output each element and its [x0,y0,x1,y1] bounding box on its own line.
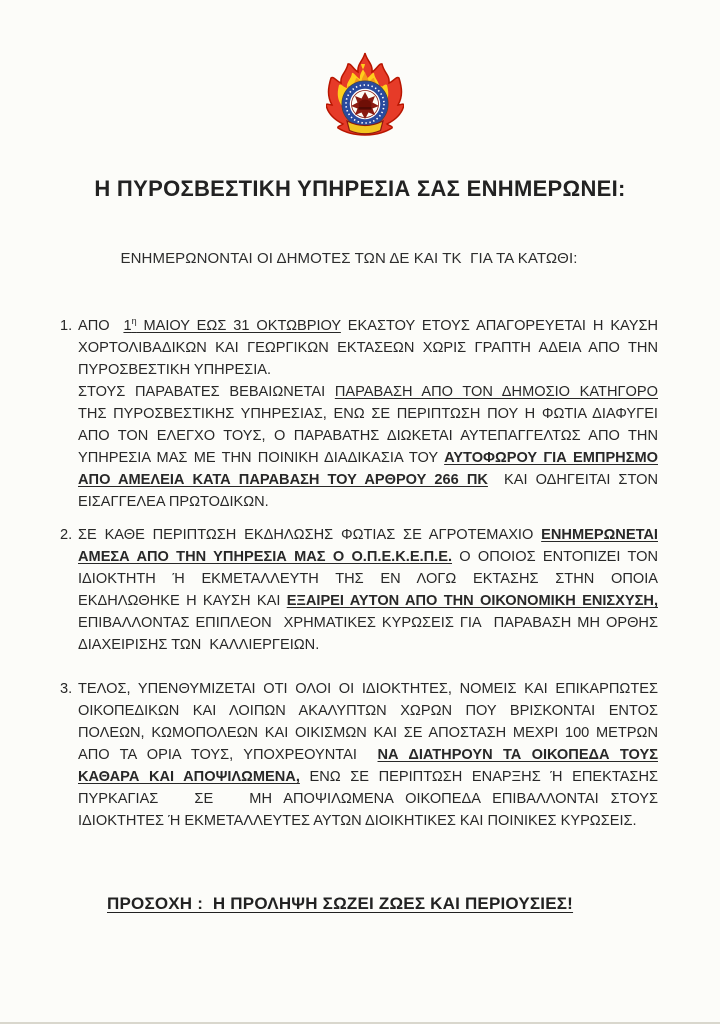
paragraph-line: ΠΟΛΕΩΝ, ΚΩΜΟΠΟΛΕΩΝ ΚΑΙ ΟΙΚΙΣΜΩΝ ΚΑΙ ΣΕ ΑΠΟΣΤΑΣΗ ΜΕΧΡΙ 100 ΜΕΤΡΩΝ [78,725,658,741]
paragraph-line: ΤΕΛΟΣ, ΥΠΕΝΘΥΜΙΖΕΤΑΙ ΟΤΙ ΟΛΟΙ ΟΙ ΙΔΙΟΚΤΗΤΕΣ, ΝΟΜΕΙΣ ΚΑΙ ΕΠΙΚΑΡΠΩΤΕΣ [78,681,658,697]
paragraph-line: ΑΠΟ $1^\eta$ ΜΑΙΟΥ ΕΩΣ 31 ΟΚΤΩΒΡΙΟΥ ΕΚΑΣΤΟΥ ΕΤΟΥΣ ΑΠΑΓΟΡΕΥΕΤΑΙ Η ΚΑΥΣΗ [78,316,658,334]
paragraph-line: ΠΥΡΚΑΓΙΑΣ ΣΕ ΜΗ ΑΠΟΨΙΛΩΜΕΝΑ ΟΙΚΟΠΕΔΑ ΕΠΙΒΑΛΛΟΝΤΑΙ ΣΤΟΥΣ [78,791,658,807]
paragraph-line: ΥΠΗΡΕΣΙΑ ΜΑΣ ΜΕ ΤΗΝ ΠΟΙΝΙΚΗ ΔΙΑΔΙΚΑΣΙΑ ΤΟΥ ΑΥΤΟΦΩΡΟΥ ΓΙΑ ΕΜΠΡΗΣΜΟ [78,450,658,466]
paragraph-line: ΚΑΘΑΡΑ ΚΑΙ ΑΠΟΨΙΛΩΜΕΝΑ, ΕΝΩ ΣΕ ΠΕΡΙΠΤΩΣΗ ΕΝΑΡΞΗΣ Ή ΕΠΕΚΤΑΣΗΣ [78,769,659,785]
paragraph-line: ΟΙΚΟΠΕΔΙΚΩΝ ΚΑΙ ΛΟΙΠΩΝ ΑΚΑΛΥΠΤΩΝ ΧΩΡΩΝ ΠΟΥ ΒΡΙΣΚΟΝΤΑΙ ΕΝΤΟΣ [78,703,658,719]
notice-paragraph-1 [60,315,658,513]
paragraph-line: ΑΠΟ ΑΜΕΛΕΙΑ ΚΑΤΑ ΠΑΡΑΒΑΣΗ ΤΟΥ ΑΡΘΡΟΥ 266 ΠΚ ΚΑΙ ΟΔΗΓΕΙΤΑΙ ΣΤΟΝ [78,472,658,488]
paragraph-number: 3. [60,681,73,697]
page-title: Η ΠΥΡΟΣΒΕΣΤΙΚΗ ΥΠΗΡΕΣΙΑ ΣΑΣ ΕΝΗΜΕΡΩΝΕΙ: [94,176,626,201]
paragraph-line: ΔΙΑΧΕΙΡΙΣΗΣ ΤΩΝ ΚΑΛΛΙΕΡΓΕΙΩΝ. [78,637,320,653]
paragraph-line: ΑΜΕΣΑ ΑΠΟ ΤΗΝ ΥΠΗΡΕΣΙΑ ΜΑΣ Ο Ο.Π.Ε.Κ.Ε.Π.Ε. Ο ΟΠΟΙΟΣ ΕΝΤΟΠΙΖΕΙ ΤΟΝ [78,549,658,565]
page-subtitle: ΕΝΗΜΕΡΩΝΟΝΤΑΙ ΟΙ ΔΗΜΟΤΕΣ ΤΩΝ ΔΕ ΚΑΙ ΤΚ ΓΙΑ ΤΑ ΚΑΤΩΘΙ: [120,250,578,267]
paragraph-line: ΣΤΟΥΣ ΠΑΡΑΒΑΤΕΣ ΒΕΒΑΙΩΝΕΤΑΙ ΠΑΡΑΒΑΣΗ ΑΠΟ ΤΟΝ ΔΗΜΟΣΙΟ ΚΑΤΗΓΟΡΟ [78,384,658,400]
paragraph-line: ΙΔΙΟΚΤΗΤΗ Ή ΕΚΜΕΤΑΛΛΕΥΤΗ ΤΗΣ ΕΝ ΛΟΓΩ ΕΚΤΑΣΗΣ ΣΤΗΝ ΟΠΟΙΑ [78,571,658,587]
notice-paragraph-2 [60,524,658,656]
paragraph-number: 1. [60,318,73,334]
fire-service-emblem-icon [326,52,404,138]
paragraph-line: ΕΠΙΒΑΛΛΟΝΤΑΣ ΕΠΙΠΛΕΟΝ ΧΡΗΜΑΤΙΚΕΣ ΚΥΡΩΣΕΙΣ ΓΙΑ ΠΑΡΑΒΑΣΗ ΜΗ ΟΡΘΗΣ [78,615,658,631]
paragraph-line: ΑΠΟ ΤΑ ΟΡΙΑ ΤΟΥΣ, ΥΠΟΧΡΕΟΥΝΤΑΙ ΝΑ ΔΙΑΤΗΡΟΥΝ ΤΑ ΟΙΚΟΠΕΔΑ ΤΟΥΣ [78,747,658,763]
notice-paragraph-3 [60,678,659,832]
paragraph-line: ΤΗΣ ΠΥΡΟΣΒΕΣΤΙΚΗΣ ΥΠΗΡΕΣΙΑΣ, ΕΝΩ ΣΕ ΠΕΡΙΠΤΩΣΗ ΠΟΥ Η ΦΩΤΙΑ ΔΙΑΦΥΓΕΙ [78,406,658,422]
paragraph-number: 2. [60,527,73,543]
paragraph-line: ΑΠΟ ΤΟΝ ΕΛΕΓΧΟ ΤΟΥΣ, Ο ΠΑΡΑΒΑΤΗΣ ΔΙΩΚΕΤΑΙ ΑΥΤΕΠΑΓΓΕΛΤΩΣ ΑΠΟ ΤΗΝ [78,428,658,444]
paragraph-line: ΙΔΙΟΚΤΗΤΕΣ Ή ΕΚΜΕΤΑΛΛΕΥΤΕΣ ΑΥΤΩΝ ΔΙΟΙΚΗΤΙΚΕΣ ΚΑΙ ΠΟΙΝΙΚΕΣ ΚΥΡΩΣΕΙΣ. [78,813,637,829]
footer-warning: ΠΡΟΣΟΧΗ : Η ΠΡΟΛΗΨΗ ΣΩΖΕΙ ΖΩΕΣ ΚΑΙ ΠΕΡΙΟΥΣΙΕΣ! [107,894,574,913]
paragraph-line: ΣΕ ΚΑΘΕ ΠΕΡΙΠΤΩΣΗ ΕΚΔΗΛΩΣΗΣ ΦΩΤΙΑΣ ΣΕ ΑΓΡΟΤΕΜΑΧΙΟ ΕΝΗΜΕΡΩΝΕΤΑΙ [78,527,658,543]
paragraph-line: ΕΙΣΑΓΓΕΛΕΑ ΠΡΩΤΟΔΙΚΩΝ. [78,494,269,510]
paragraph-line: ΕΚΔΗΛΩΘΗΚΕ Η ΚΑΥΣΗ ΚΑΙ ΕΞΑΙΡΕΙ ΑΥΤΟΝ ΑΠΟ ΤΗΝ ΟΙΚΟΝΟΜΙΚΗ ΕΝΙΣΧΥΣΗ, [78,593,658,609]
paragraph-line: ΧΟΡΤΟΛΙΒΑΔΙΚΩΝ ΚΑΙ ΓΕΩΡΓΙΚΩΝ ΕΚΤΑΣΕΩΝ ΧΩΡΙΣ ΓΡΑΠΤΗ ΑΔΕΙΑ ΑΠΟ ΤΗΝ [78,340,658,356]
paragraph-line: ΠΥΡΟΣΒΕΣΤΙΚΗ ΥΠΗΡΕΣΙΑ. [78,362,272,378]
